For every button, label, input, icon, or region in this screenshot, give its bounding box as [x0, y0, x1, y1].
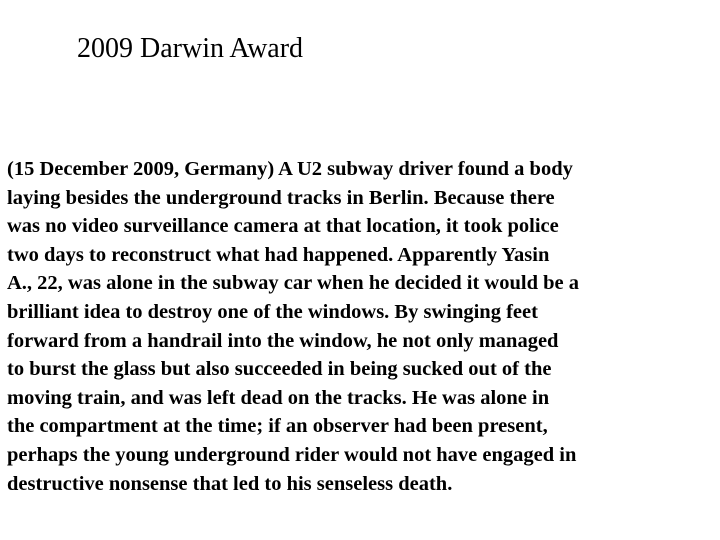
- body-line: forward from a handrail into the window, he not only managed: [7, 329, 559, 352]
- body-line: (15 December 2009, Germany) A U2 subway driver found a body: [7, 158, 573, 180]
- body-line: A., 22, was alone in the subway car when he decided it would be a: [7, 272, 579, 295]
- body-line: two days to reconstruct what had happened. Apparently Yasin: [7, 243, 550, 266]
- body-line: brilliant idea to destroy one of the windows. By swinging feet: [7, 300, 538, 323]
- body-line: laying besides the underground tracks in Berlin. Because there: [7, 186, 555, 209]
- body-line: was no video surveillance camera at that location, it took police: [7, 215, 559, 238]
- slide-title: 2009 Darwin Award: [77, 33, 304, 64]
- body-line: to burst the glass but also succeeded in being sucked out of the: [7, 358, 552, 381]
- body-line: the compartment at the time; if an observer had been present,: [7, 415, 548, 438]
- body-line: perhaps the young underground rider would not have engaged in: [7, 443, 577, 466]
- body-line: destructive nonsense that led to his senseless death.: [7, 472, 453, 495]
- body-paragraph: [7, 155, 713, 498]
- body-line: moving train, and was left dead on the tracks. He was alone in: [7, 386, 550, 409]
